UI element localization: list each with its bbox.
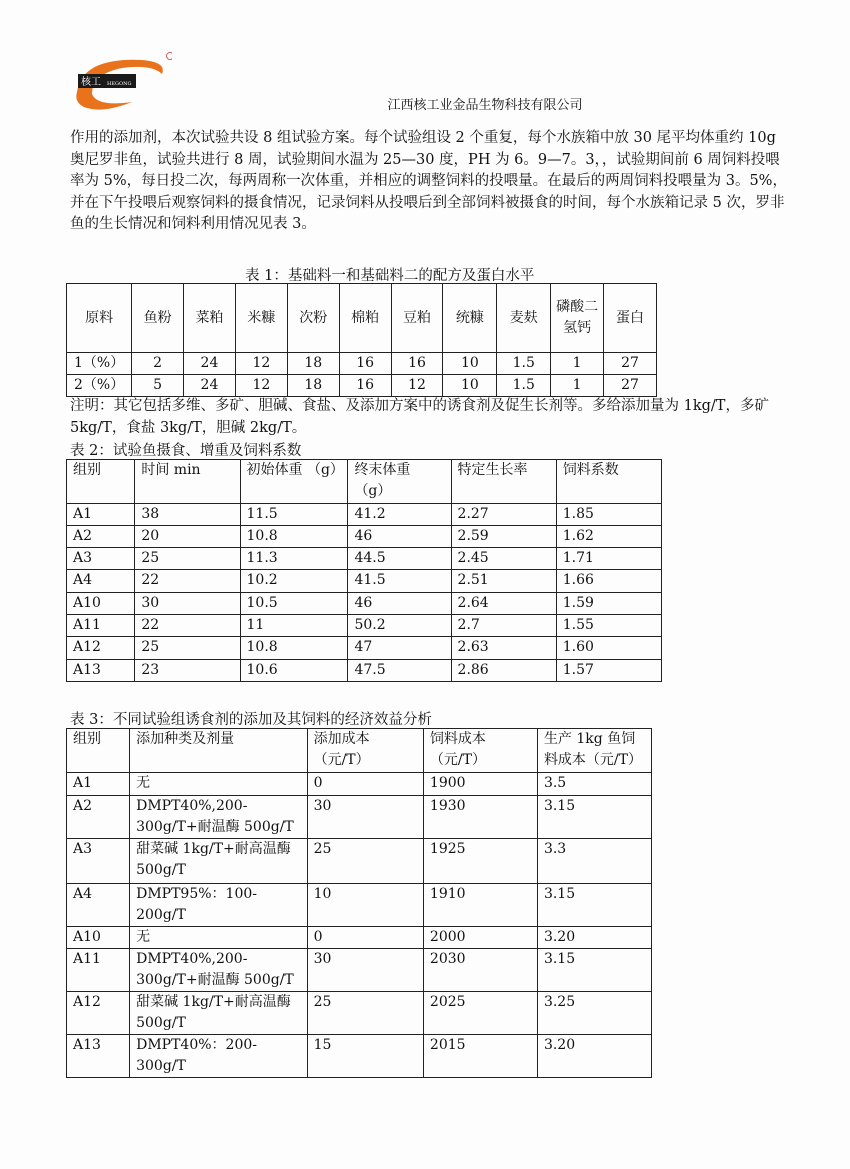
table-cell: 2000 [423, 927, 537, 949]
company-name: 江西核工业金品生物科技有限公司 [387, 98, 583, 113]
table-cell: 22 [135, 615, 240, 637]
header-cell: 豆粕 [391, 284, 443, 353]
header-row [67, 729, 652, 773]
table-cell: 1.5 [497, 375, 551, 397]
table-cell: A10 [67, 927, 130, 949]
table-cell: 25 [135, 637, 240, 660]
header-cell: 添加成本 （元/T） [307, 729, 423, 773]
table-cell: A3 [67, 548, 135, 570]
table-cell: 22 [135, 570, 240, 593]
table-row [67, 504, 662, 526]
table-cell: 2.63 [451, 637, 556, 660]
table-cell: A11 [67, 615, 135, 637]
table-row [67, 660, 662, 682]
table-cell: 44.5 [348, 548, 451, 570]
table-cell: 23 [135, 660, 240, 682]
table-cell: 2 [132, 353, 184, 375]
table-cell: 3.15 [537, 796, 651, 839]
table-cell: 2.45 [451, 548, 556, 570]
table-cell: 2015 [423, 1035, 537, 1078]
table-cell: A3 [67, 839, 130, 884]
table-cell: 47 [348, 637, 451, 660]
table-cell: A13 [67, 1035, 130, 1078]
table-cell: A4 [67, 570, 135, 593]
table-cell: 38 [135, 504, 240, 526]
table-row [67, 353, 657, 375]
header-cell: 饲料成本 （元/T） [423, 729, 537, 773]
table-cell: 3.25 [537, 992, 651, 1035]
table-cell: 24 [184, 353, 236, 375]
table-cell: 无 [130, 773, 307, 796]
table-cell: 41.5 [348, 570, 451, 593]
table2 [66, 459, 662, 682]
table-cell: 16 [339, 375, 391, 397]
table-cell: 10 [443, 375, 497, 397]
table-cell: 46 [348, 593, 451, 615]
table-cell: 2025 [423, 992, 537, 1035]
header-cell: 特定生长率 [451, 460, 556, 504]
table-row [67, 1035, 652, 1078]
table-row [67, 548, 662, 570]
table-cell: 24 [184, 375, 236, 397]
table-cell: 18 [287, 375, 339, 397]
table-cell: 12 [235, 375, 287, 397]
table-cell: 12 [235, 353, 287, 375]
table-cell: DMPT40%,200-300g/T+耐温酶 500g/T [130, 796, 307, 839]
header-cell: 鱼粉 [132, 284, 184, 353]
table-cell: 12 [391, 375, 443, 397]
table-cell: 无 [130, 927, 307, 949]
table-cell: 0 [307, 773, 423, 796]
table-cell: 3.20 [537, 1035, 651, 1078]
table-cell: 41.2 [348, 504, 451, 526]
header-cell: 添加种类及剂量 [130, 729, 307, 773]
table-cell: 1.57 [556, 660, 661, 682]
table-cell: 30 [307, 949, 423, 992]
table-cell: 2.51 [451, 570, 556, 593]
table-cell: 1.62 [556, 526, 661, 548]
table-cell: A12 [67, 637, 135, 660]
table1-note: 注明：其它包括多维、多矿、胆碱、食盐、及添加方案中的诱食剂及促生长剂等。多给添加量为 1kg/T，多矿 5kg/T，食盐 3kg/T，胆碱 2kg/T。 [70, 398, 769, 436]
table-row [67, 839, 652, 884]
table-cell: 30 [307, 796, 423, 839]
table-cell: 1.85 [556, 504, 661, 526]
table-cell: 10.2 [240, 570, 348, 593]
table-cell: 30 [135, 593, 240, 615]
table-cell: 11.5 [240, 504, 348, 526]
table-cell: 25 [307, 992, 423, 1035]
header-cell: 菜粕 [184, 284, 236, 353]
table-cell: 甜菜碱 1kg/T+耐高温酶 500g/T [130, 839, 307, 884]
table-row [67, 637, 662, 660]
table-cell: 2030 [423, 949, 537, 992]
table-cell: A11 [67, 949, 130, 992]
body-paragraph: 作用的添加剂，本次试验共设 8 组试验方案。每个试验组设 2 个重复，每个水族箱中放 30 尾平均体重约 10g 奥尼罗非鱼，试验共进行 8 周，试验期间水温为 25—30 度，PH 为 6。9—7。3，，试验期间前 6 周饲料投喂率为 5%，每日投二次，每两周称一次体重，并相应的调整饲料的投喂量。在最后的两周饲料投喂量为 3。5%，并在下午投喂后观察饲料的摄食情况，记录饲料从投喂后到全部饲料被摄食的时间，每个水族箱记录 5 次，罗非鱼的生长情况和饲料利用情况见表 3。 [70, 130, 787, 232]
table-cell: A13 [67, 660, 135, 682]
table-cell: 1.59 [556, 593, 661, 615]
table-cell: 46 [348, 526, 451, 548]
header-cell: 米糠 [235, 284, 287, 353]
table-cell: A1 [67, 504, 135, 526]
table3 [66, 728, 652, 1078]
table-cell: 3.20 [537, 927, 651, 949]
table-cell: 1.66 [556, 570, 661, 593]
table-cell: 27 [604, 353, 657, 375]
header-cell: 次粉 [287, 284, 339, 353]
table3-caption: 表 3：不同试验组诱食剂的添加及其饲料的经济效益分析 [70, 712, 432, 728]
table-row [67, 773, 652, 796]
table-cell: 10.6 [240, 660, 348, 682]
table1-caption: 表 1：基础料一和基础料二的配方及蛋白水平 [245, 268, 535, 284]
table-cell: 5 [132, 375, 184, 397]
table-cell: 甜菜碱 1kg/T+耐高温酶 500g/T [130, 992, 307, 1035]
svg-text:核工: 核工 [81, 77, 101, 88]
header-cell: 饲料系数 [556, 460, 661, 504]
table-cell: DMPT95%：100-200g/T [130, 884, 307, 927]
table-cell: 3.5 [537, 773, 651, 796]
table-cell: 2.27 [451, 504, 556, 526]
header-cell: 终末体重 （g） [348, 460, 451, 504]
table-cell: 1 [551, 375, 604, 397]
table-cell: 1 [551, 353, 604, 375]
table-cell: A2 [67, 526, 135, 548]
table-cell: 0 [307, 927, 423, 949]
table-cell: 25 [307, 839, 423, 884]
header-cell: 组别 [67, 729, 130, 773]
table-cell: 1.60 [556, 637, 661, 660]
header-cell: 时间 min [135, 460, 240, 504]
header-row [67, 284, 657, 353]
table-cell: 1930 [423, 796, 537, 839]
table-cell: 27 [604, 375, 657, 397]
table-cell: 20 [135, 526, 240, 548]
table-cell: 3.15 [537, 884, 651, 927]
table-cell: 25 [135, 548, 240, 570]
table-cell: A2 [67, 796, 130, 839]
table-cell: 10 [307, 884, 423, 927]
table-cell: 1.5 [497, 353, 551, 375]
table-cell: 10.8 [240, 526, 348, 548]
table-cell: 2.7 [451, 615, 556, 637]
table-cell: 47.5 [348, 660, 451, 682]
header-cell: 组别 [67, 460, 135, 504]
table-cell: 1.71 [556, 548, 661, 570]
table-cell: 10 [443, 353, 497, 375]
table-row [67, 796, 652, 839]
table-cell: 3.15 [537, 949, 651, 992]
table2-caption: 表 2：试验鱼摄食、增重及饲料系数 [70, 443, 302, 459]
table-row [67, 375, 657, 397]
table-cell: A12 [67, 992, 130, 1035]
table-row [67, 949, 652, 992]
table-cell: 18 [287, 353, 339, 375]
table-cell: A4 [67, 884, 130, 927]
header-cell: 初始体重 （g） [240, 460, 348, 504]
header-cell: 棉粕 [339, 284, 391, 353]
table-row [67, 615, 662, 637]
table-row [67, 927, 652, 949]
header-cell: 麦麸 [497, 284, 551, 353]
table-row [67, 526, 662, 548]
table-cell: 11 [240, 615, 348, 637]
table-cell: 1925 [423, 839, 537, 884]
table-cell: 2（%） [67, 375, 132, 397]
table-cell: DMPT40%：200-300g/T [130, 1035, 307, 1078]
table-cell: 10.8 [240, 637, 348, 660]
table-cell: A1 [67, 773, 130, 796]
table-row [67, 884, 652, 927]
table-cell: 1.55 [556, 615, 661, 637]
table-cell: 10.5 [240, 593, 348, 615]
table-cell: 1（%） [67, 353, 132, 375]
table-row [67, 992, 652, 1035]
table-cell: 16 [391, 353, 443, 375]
table-cell: 15 [307, 1035, 423, 1078]
table-row [67, 570, 662, 593]
table1 [66, 283, 657, 397]
table-cell: 2.64 [451, 593, 556, 615]
table-cell: 11.3 [240, 548, 348, 570]
table-row [67, 593, 662, 615]
table-cell: DMPT40%,200-300g/T+耐温酶 500g/T [130, 949, 307, 992]
table-cell: 2.59 [451, 526, 556, 548]
table-cell: 16 [339, 353, 391, 375]
header-cell: 磷酸二氢钙 [551, 284, 604, 353]
header-cell: 原料 [67, 284, 132, 353]
header-cell: 统糠 [443, 284, 497, 353]
header-cell: 生产 1kg 鱼饲料成本（元/T） [537, 729, 651, 773]
table-cell: 3.3 [537, 839, 651, 884]
svg-text:HEGONG: HEGONG [107, 81, 132, 87]
table-cell: 50.2 [348, 615, 451, 637]
table-cell: 1910 [423, 884, 537, 927]
table-cell: 1900 [423, 773, 537, 796]
table-cell: 2.86 [451, 660, 556, 682]
header-row [67, 460, 662, 504]
header-cell: 蛋白 [604, 284, 657, 353]
table-cell: A10 [67, 593, 135, 615]
